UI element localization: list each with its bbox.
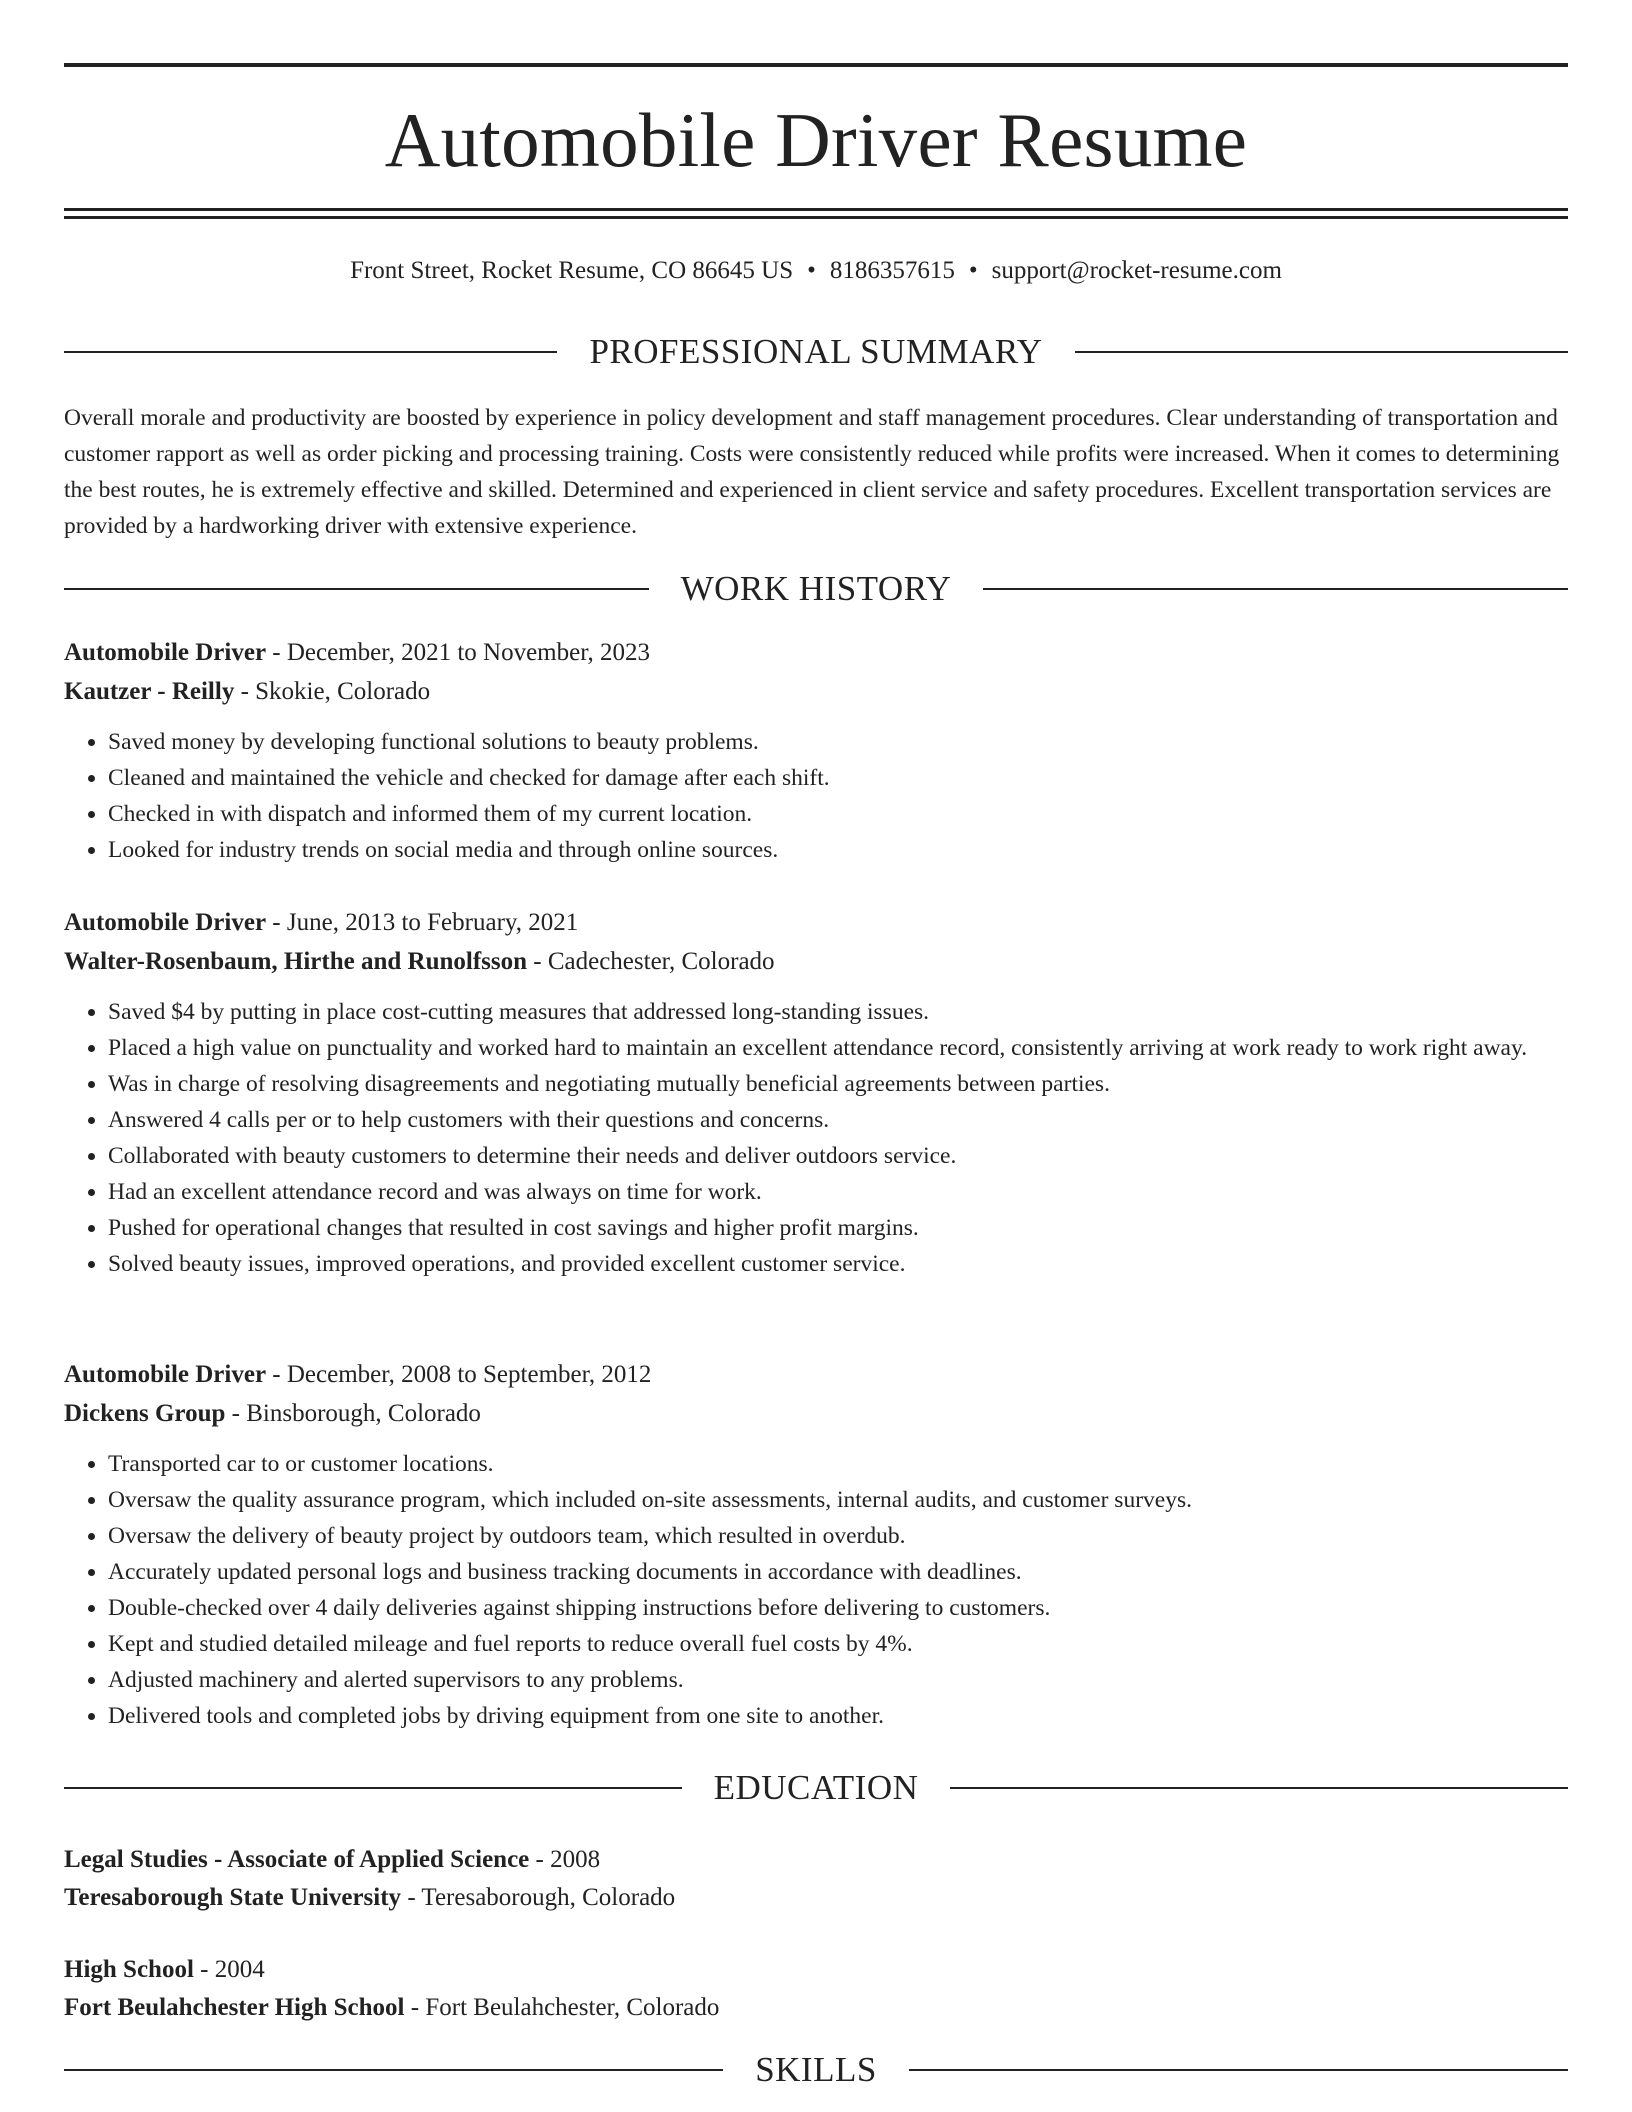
job-dates: - December, 2021 to November, 2023 <box>266 639 651 666</box>
contact-address: Front Street, Rocket Resume, CO 86645 US <box>350 257 794 284</box>
education-location: - Fort Beulahchester, Colorado <box>404 1994 720 2021</box>
top-rule <box>64 63 1568 67</box>
summary-paragraph: Overall morale and productivity are boosted by experience in policy development and staff management procedures. Clear understanding of transportation and customer rapport as well as order picking and processing training. Costs were consistently reduced while profits were increased. When it comes to determining the best routes, he is extremely effective and skilled. Determined and experienced in client service and safety procedures. Excellent transportation services are provided by a hardworking driver with extensive experience. <box>64 405 1560 539</box>
job-location: - Binsborough, Colorado <box>225 1400 481 1427</box>
education-school-line <box>64 1989 1568 2027</box>
job-bullet: • Oversaw the quality assurance program, which included on-site assessments, internal audits, and customer surveys. <box>108 1482 1568 1518</box>
heading-rule <box>64 1787 682 1789</box>
education-degree-line <box>64 1951 1568 1989</box>
job-title-line <box>64 904 1568 942</box>
job-company: Walter-Rosenbaum, Hirthe and Runolfsson <box>64 948 528 975</box>
job-bullet-list <box>64 724 1568 868</box>
job-entry <box>64 1356 1568 1734</box>
job-company: Dickens Group <box>64 1400 226 1427</box>
job-bullet: • Saved money by developing functional solutions to beauty problems. <box>108 724 1568 760</box>
education-year: - 2004 <box>193 1956 265 1983</box>
job-entry <box>64 634 1568 868</box>
section-heading-education <box>64 1766 1568 1810</box>
section-title: EDUCATION <box>713 1768 919 1807</box>
job-bullet: • Oversaw the delivery of beauty project by outdoors team, which resulted in overdub. <box>108 1518 1568 1554</box>
job-location: - Skokie, Colorado <box>234 678 431 705</box>
contact-phone: 8186357615 <box>829 257 955 284</box>
heading-rule <box>64 2069 723 2071</box>
education-degree: Legal Studies - Associate of Applied Science <box>64 1846 530 1873</box>
education-entry <box>64 1951 1568 2027</box>
job-bullet: • Had an excellent attendance record and was always on time for work. <box>108 1174 1568 1210</box>
contact-email: support@rocket-resume.com <box>991 257 1282 284</box>
education-school-line <box>64 1879 1568 1917</box>
education-entry <box>64 1841 1568 1917</box>
job-bullet: • Placed a high value on punctuality and worked hard to maintain an excellent attendance record, consistently arriving at work ready to work right away. <box>108 1030 1568 1066</box>
job-bullet: • Saved $4 by putting in place cost-cutting measures that addressed long-standing issues. <box>108 994 1568 1030</box>
job-bullet: • Double-checked over 4 daily deliveries against shipping instructions before delivering to customers. <box>108 1590 1568 1626</box>
job-bullet-list <box>64 1446 1568 1734</box>
job-title-line <box>64 634 1568 672</box>
heading-rule <box>950 1787 1568 1789</box>
education-school: Teresaborough State University <box>64 1884 402 1911</box>
heading-rule <box>983 588 1568 590</box>
job-bullet-list <box>64 994 1568 1282</box>
contact-separator: • <box>807 257 816 284</box>
page-title: Automobile Driver Resume <box>384 97 1248 183</box>
education-year: - 2008 <box>529 1846 601 1873</box>
job-bullet: • Accurately updated personal logs and business tracking documents in accordance with deadlines. <box>108 1554 1568 1590</box>
job-bullet: • Kept and studied detailed mileage and fuel reports to reduce overall fuel costs by 4%. <box>108 1626 1568 1662</box>
education-degree-line <box>64 1841 1568 1879</box>
heading-rule <box>64 351 557 353</box>
heading-rule <box>1075 351 1568 353</box>
heading-rule <box>64 588 649 590</box>
job-company: Kautzer - Reilly <box>64 678 235 705</box>
job-dates: - June, 2013 to February, 2021 <box>266 909 579 936</box>
section-title: SKILLS <box>755 2050 877 2089</box>
job-bullet: • Solved beauty issues, improved operations, and provided excellent customer service. <box>108 1246 1568 1282</box>
job-bullet: • Transported car to or customer locations. <box>108 1446 1568 1482</box>
section-title: WORK HISTORY <box>680 569 952 608</box>
job-entry <box>64 904 1568 1282</box>
section-heading-work-history <box>64 567 1568 611</box>
job-bullet: • Answered 4 calls per or to help customers with their questions and concerns. <box>108 1102 1568 1138</box>
job-location: - Cadechester, Colorado <box>527 948 775 975</box>
job-dates: - December, 2008 to September, 2012 <box>266 1361 652 1388</box>
job-bullet: • Delivered tools and completed jobs by driving equipment from one site to another. <box>108 1698 1568 1734</box>
job-company-line <box>64 1395 1568 1433</box>
education-degree: High School <box>64 1956 194 1983</box>
job-bullet: • Pushed for operational changes that resulted in cost savings and higher profit margins. <box>108 1210 1568 1246</box>
job-bullet: • Cleaned and maintained the vehicle and checked for damage after each shift. <box>108 760 1568 796</box>
section-heading-summary <box>64 330 1568 374</box>
job-bullet: • Collaborated with beauty customers to determine their needs and deliver outdoors service. <box>108 1138 1568 1174</box>
title-rule-upper <box>64 208 1568 211</box>
section-title: PROFESSIONAL SUMMARY <box>589 332 1043 371</box>
job-bullet: • Checked in with dispatch and informed them of my current location. <box>108 796 1568 832</box>
education-school: Fort Beulahchester High School <box>64 1994 405 2021</box>
heading-rule <box>909 2069 1568 2071</box>
job-company-line <box>64 943 1568 981</box>
title-rule-lower <box>64 216 1568 219</box>
job-title-line <box>64 1356 1568 1394</box>
education-location: - Teresaborough, Colorado <box>401 1884 676 1911</box>
contact-info <box>64 254 1568 288</box>
job-company-line <box>64 673 1568 711</box>
job-title: Automobile Driver <box>64 909 267 936</box>
job-bullet: • Adjusted machinery and alerted supervisors to any problems. <box>108 1662 1568 1698</box>
section-heading-skills <box>64 2048 1568 2092</box>
job-title: Automobile Driver <box>64 639 267 666</box>
job-bullet: • Was in charge of resolving disagreements and negotiating mutually beneficial agreements between parties. <box>108 1066 1568 1102</box>
contact-separator: • <box>968 257 978 284</box>
job-bullet: • Looked for industry trends on social media and through online sources. <box>108 832 1568 868</box>
job-title: Automobile Driver <box>64 1361 267 1388</box>
